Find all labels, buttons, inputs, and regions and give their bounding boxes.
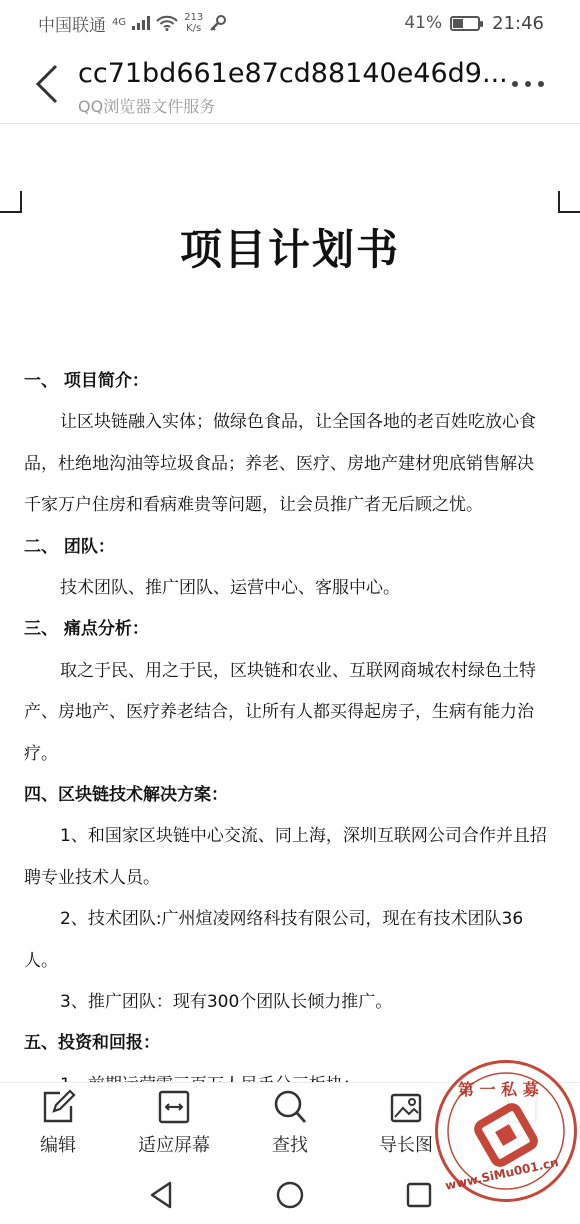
paragraph-line: 技术团队、推广团队、运营中心、客服中心。: [60, 578, 400, 598]
square-recents-icon: [402, 1178, 436, 1212]
paragraph-line: 2、技术团队:广州煊凌网络科技有限公司，现在有技术团队36: [60, 909, 524, 930]
paragraph-line: 人。: [24, 950, 58, 971]
battery-level: [453, 19, 463, 28]
paragraph-line: 3、推广团队：现有300个团队长倾力推广。: [60, 992, 393, 1012]
nav-back-button[interactable]: [144, 1178, 178, 1212]
circle-home-icon: [273, 1178, 307, 1212]
paragraph-line: 取之于民、用之于民，区块链和农业、互联网商城农村绿色土特: [60, 660, 536, 681]
more-dots-icon: [538, 81, 544, 87]
back-button[interactable]: [28, 62, 68, 106]
nav-home-button[interactable]: [273, 1178, 307, 1212]
paragraph-line: 品，杜绝地沟油等垃圾食品；养老、医疗、房地产建材兜底销售解决: [24, 453, 534, 474]
signal-icon: [132, 16, 150, 30]
triangle-back-icon: [144, 1178, 178, 1212]
section-heading: 五、投资和回报：: [24, 1033, 160, 1054]
network-speed: [184, 12, 203, 34]
paragraph-line: 让区块链融入实体；做绿色食品，让全国各地的老百姓吃放心食: [60, 412, 536, 433]
page-corner-mark: [558, 191, 580, 213]
watermark-top-text: 第 一 私 募: [458, 1080, 539, 1099]
document-source: QQ浏览器文件服务: [78, 97, 216, 116]
chevron-left-icon: [28, 62, 68, 106]
find-label: 查找: [272, 1135, 308, 1156]
paragraph-line: 产、房地产、医疗养老结合，让所有人都买得起房子，生病有能力治: [24, 702, 534, 723]
more-dots-icon: [512, 81, 518, 87]
more-dots-icon: [525, 81, 531, 87]
search-icon: [272, 1089, 308, 1125]
fit-screen-icon: [156, 1089, 192, 1125]
carrier-label: 中国联通: [38, 15, 106, 36]
network-type: 4G: [112, 16, 127, 28]
paragraph-line: 聘专业技术人员。: [24, 867, 160, 888]
watermark-seal: [435, 1060, 577, 1202]
edit-icon: [40, 1089, 76, 1125]
edit-button[interactable]: [8, 1089, 108, 1157]
find-button[interactable]: [240, 1089, 340, 1157]
status-bar: [0, 0, 580, 46]
section-heading: 一、 项目简介：: [24, 371, 149, 391]
section-heading: 三、 痛点分析：: [24, 619, 149, 640]
paragraph-line: 千家万户住房和看病难贵等问题，让会员推广者无后顾之忧。: [24, 495, 483, 516]
battery-icon: [450, 16, 480, 31]
document-viewer[interactable]: [0, 125, 580, 1080]
status-left: [38, 11, 227, 36]
section-heading: 四、区块链技术解决方案：: [24, 785, 228, 805]
image-export-icon: [388, 1089, 424, 1125]
nav-recents-button[interactable]: [402, 1178, 436, 1212]
section-heading: 二、 团队：: [24, 536, 115, 557]
fit-screen-button[interactable]: [124, 1089, 224, 1157]
document-title: cc71bd661e87cd88140e46d9...: [78, 58, 508, 89]
export-long-image-label: 导长图: [379, 1135, 433, 1156]
page-corner-mark: [0, 191, 22, 213]
wifi-icon: [156, 15, 178, 31]
edit-label: 编辑: [40, 1135, 76, 1156]
speed-value: 213: [184, 12, 204, 23]
status-right: [404, 13, 544, 34]
battery-percent: 41%: [404, 13, 443, 33]
document-heading: 项目计划书: [179, 225, 400, 274]
paragraph-line: 1、和国家区块链中心交流、同上海，深圳互联网公司合作并且招: [60, 826, 547, 847]
watermark-bottom-text: www.SiMu001.cn: [443, 1155, 560, 1193]
paragraph-line: 疗。: [24, 743, 58, 764]
fit-screen-label: 适应屏幕: [138, 1135, 210, 1156]
speed-unit: K/s: [186, 23, 202, 34]
clock: 21:46: [492, 12, 544, 34]
key-icon: [209, 14, 227, 32]
title-bar: [0, 46, 580, 124]
more-button[interactable]: [512, 74, 556, 94]
